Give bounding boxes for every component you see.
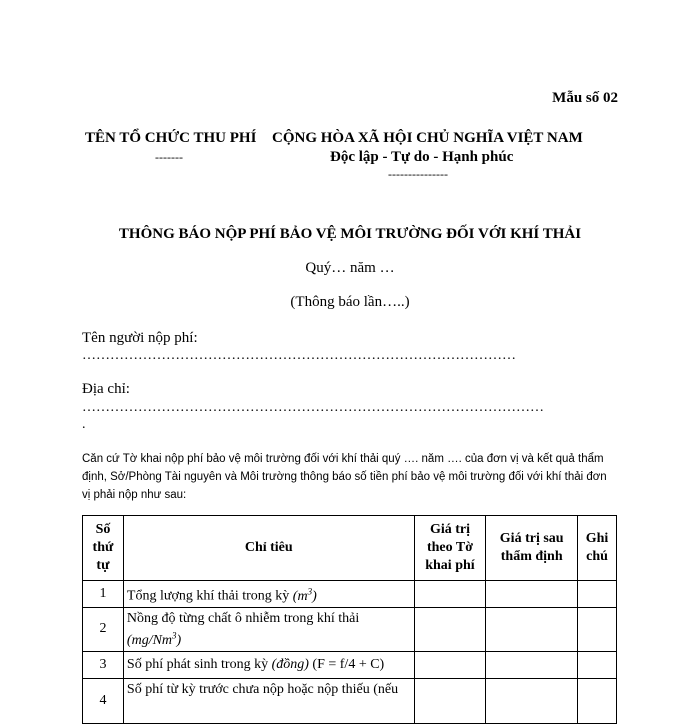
row-note [578, 581, 617, 608]
row-criteria [123, 651, 414, 678]
criteria-formula: (F = f/4 + C) [308, 657, 385, 673]
row-appraised-value [486, 581, 578, 608]
address-dots: ……………………………………………………………………………………… [82, 400, 544, 415]
criteria-unit-close: ) [312, 588, 317, 604]
nation-title: CỘNG HÒA XÃ HỘI CHỦ NGHĨA VIỆT NAM [272, 130, 583, 146]
table-row [83, 678, 617, 723]
quarter-line: Quý… năm … [305, 260, 395, 276]
row-criteria [123, 581, 414, 608]
row-declared-value [414, 678, 486, 723]
nation-motto: Độc lập - Tự do - Hạnh phúc [330, 149, 514, 165]
payer-dots: ………………………………………………………………………………… [82, 348, 516, 363]
organization-rule: ------- [155, 150, 183, 164]
row-declared-value [414, 608, 486, 652]
criteria-text: Số phí phát sinh trong kỳ [126, 657, 272, 673]
row-number: 2 [83, 608, 124, 652]
row-number: 1 [83, 581, 124, 608]
header-declared: Giá trị theo Tờ khai phí [414, 516, 486, 581]
header-note: Ghi chú [578, 516, 617, 581]
criteria-unit-sup: 3 [172, 630, 177, 640]
intro-paragraph: Căn cứ Tờ khai nộp phí bảo vệ môi trường đối với khí thải quý …. năm …. của đơn vị và kết quả thẩm định, Sở/Phòng Tài nguyên và Môi trường thông báo số tiền phí bảo vệ môi trường đối với khí thải đơn vị phải nộp như sau: [82, 453, 607, 501]
motto-rule: --------------- [388, 167, 448, 181]
address-dots-tail: . [82, 417, 86, 432]
table-row [83, 608, 617, 652]
criteria-unit: (m [292, 588, 308, 604]
form-number: Mẫu số 02 [552, 90, 618, 106]
organization-name: TÊN TỔ CHỨC THU PHÍ [85, 130, 257, 146]
row-criteria [123, 608, 414, 652]
address-label: Địa chỉ: [82, 381, 130, 397]
criteria-unit-sup: 3 [307, 586, 313, 597]
notice-number: (Thông báo lần…..) [290, 294, 410, 310]
table-header-row [83, 516, 617, 581]
row-appraised-value [486, 608, 578, 652]
header-criteria: Chỉ tiêu [123, 516, 414, 581]
criteria-unit: (đồng) [271, 657, 309, 673]
row-note [578, 678, 617, 723]
row-declared-value [414, 581, 486, 608]
row-note [578, 608, 617, 652]
criteria-text: Nồng độ từng chất ô nhiễm trong khí thải [126, 611, 360, 626]
header-no: Số thứ tự [83, 516, 124, 581]
document-title: THÔNG BÁO NỘP PHÍ BẢO VỆ MÔI TRƯỜNG ĐỐI VỚI KHÍ THẢI [118, 226, 582, 242]
criteria-unit-close: ) [176, 632, 182, 648]
row-appraised-value [486, 651, 578, 678]
criteria-unit: (mg/Nm [126, 632, 173, 648]
row-note [578, 651, 617, 678]
criteria-text: Tổng lượng khí thải trong kỳ [126, 588, 293, 604]
payer-label: Tên người nộp phí: [82, 330, 198, 346]
row-criteria: Số phí từ kỳ trước chưa nộp hoặc nộp thiếu (nếu [123, 678, 414, 723]
row-declared-value [414, 651, 486, 678]
header-appraised: Giá trị sau thẩm định [486, 516, 578, 581]
table-row [83, 581, 617, 608]
fee-table [82, 515, 617, 724]
table-row [83, 651, 617, 678]
row-appraised-value [486, 678, 578, 723]
row-number: 4 [83, 678, 124, 723]
row-number: 3 [83, 651, 124, 678]
